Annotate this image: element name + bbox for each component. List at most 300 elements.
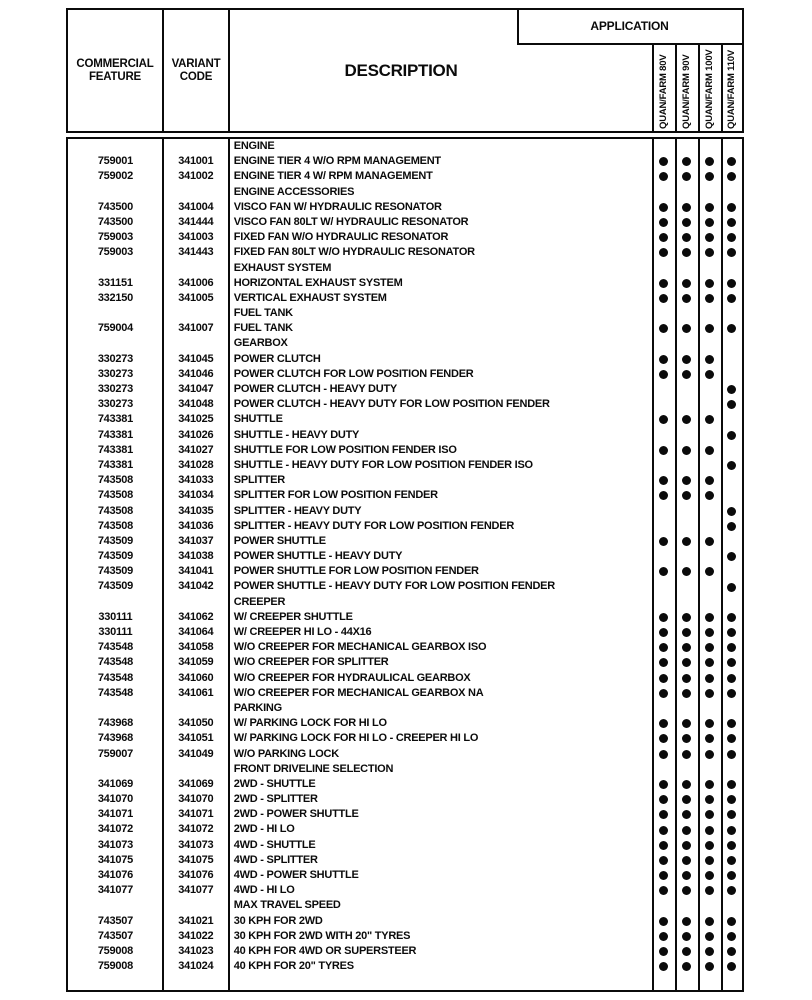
applicability-dot	[705, 886, 714, 895]
variant-code-cell: 341036	[178, 519, 214, 532]
applicability-dot	[659, 917, 668, 926]
applicability-dot	[705, 233, 714, 242]
applicability-dot	[659, 537, 668, 546]
applicability-dot	[659, 324, 668, 333]
application-dot-cell	[698, 795, 721, 804]
application-dot-cell	[698, 355, 721, 364]
applicability-dot	[727, 157, 736, 166]
table-row	[68, 853, 742, 868]
application-dot-cell	[675, 567, 698, 576]
table-row	[68, 625, 742, 640]
variant-code-cell: 341073	[178, 838, 214, 851]
applicability-dot	[682, 780, 691, 789]
applicability-dot	[705, 734, 714, 743]
variant-code-cell: 341034	[178, 489, 214, 502]
applicability-dot	[659, 355, 668, 364]
application-dot-cell	[652, 279, 675, 288]
application-dot-cell	[721, 324, 742, 333]
application-dot-cell	[721, 962, 742, 971]
application-dot-cell	[675, 476, 698, 485]
application-dot-cell	[721, 780, 742, 789]
application-dot-cell	[698, 947, 721, 956]
application-dot-cell	[652, 294, 675, 303]
variant-code-header: VARIANT CODE	[171, 57, 221, 83]
commercial-feature-cell: 743548	[97, 671, 134, 684]
commercial-feature-cell: 330273	[97, 383, 134, 395]
application-dot-cell	[698, 248, 721, 257]
commercial-feature-cell: 743968	[97, 717, 134, 730]
applicability-dot	[727, 522, 736, 531]
table-body	[66, 137, 744, 992]
applicability-dot	[727, 826, 736, 835]
applicability-dot	[705, 537, 714, 546]
applicability-dot	[659, 826, 668, 835]
applicability-dot	[659, 172, 668, 181]
table-row	[68, 200, 742, 215]
description-cell: EXHAUST SYSTEM	[233, 261, 332, 274]
applicability-dot	[682, 947, 691, 956]
applicability-dot	[659, 279, 668, 288]
application-dot-cell	[652, 157, 675, 166]
variant-code-cell: 341061	[178, 686, 214, 699]
applicability-dot	[727, 461, 736, 470]
application-dot-cell	[721, 643, 742, 652]
applicability-dot	[727, 810, 736, 819]
table-row	[68, 595, 742, 610]
description-cell: POWER SHUTTLE	[233, 534, 326, 547]
applicability-dot	[705, 567, 714, 576]
variant-code-cell: 341045	[178, 352, 214, 365]
application-dot-cell	[675, 719, 698, 728]
application-dot-cell	[698, 932, 721, 941]
application-dot-cell	[721, 628, 742, 637]
table-row	[68, 397, 742, 412]
application-dot-cell	[721, 750, 742, 759]
description-cell: 4WD - HI LO	[233, 884, 295, 897]
commercial-feature-cell: 743508	[97, 474, 134, 487]
application-dot-cell	[675, 734, 698, 743]
applicability-dot	[705, 476, 714, 485]
description-cell: FRONT DRIVELINE SELECTION	[233, 762, 394, 775]
commercial-feature-cell: 341073	[97, 838, 134, 851]
applicability-dot	[682, 370, 691, 379]
applicability-dot	[682, 795, 691, 804]
commercial-feature-cell: 341072	[97, 823, 134, 836]
application-dot-cell	[675, 947, 698, 956]
applicability-dot	[705, 658, 714, 667]
applicability-dot	[682, 172, 691, 181]
applicability-dot	[705, 294, 714, 303]
application-dot-cell	[675, 613, 698, 622]
application-dot-cell	[698, 233, 721, 242]
applicability-dot	[705, 157, 714, 166]
applicability-dot	[727, 583, 736, 592]
applicability-dot	[682, 537, 691, 546]
application-dot-cell	[698, 826, 721, 835]
application-dot-cell	[698, 294, 721, 303]
table-row	[68, 230, 742, 245]
commercial-feature-cell: 330273	[97, 352, 134, 365]
application-dot-cell	[721, 917, 742, 926]
description-cell: VISCO FAN 80LT W/ HYDRAULIC RESONATOR	[233, 215, 469, 228]
applicability-dot	[659, 947, 668, 956]
application-dot-cell	[675, 932, 698, 941]
applicability-dot	[659, 658, 668, 667]
variant-code-cell: 341026	[178, 428, 214, 441]
applicability-dot	[659, 294, 668, 303]
commercial-feature-cell: 743381	[97, 458, 134, 471]
variant-code-cell: 341051	[178, 732, 214, 745]
commercial-feature-cell: 743508	[97, 519, 134, 532]
application-dot-cell	[698, 643, 721, 652]
applicability-dot	[705, 446, 714, 455]
applicability-dot	[659, 157, 668, 166]
description-cell: W/O PARKING LOCK	[233, 747, 339, 760]
applicability-dot	[682, 491, 691, 500]
application-dot-cell	[675, 203, 698, 212]
applicability-dot	[705, 218, 714, 227]
applicability-dot	[659, 719, 668, 728]
description-cell: SHUTTLE FOR LOW POSITION FENDER ISO	[233, 443, 457, 456]
description-cell: GEARBOX	[233, 337, 288, 350]
applicability-dot	[682, 841, 691, 850]
variant-code-cell: 341023	[178, 944, 214, 957]
applicability-dot	[705, 962, 714, 971]
description-cell: PARKING	[233, 701, 282, 714]
application-dot-cell	[652, 719, 675, 728]
application-dot-cell	[698, 780, 721, 789]
application-dot-cell	[652, 917, 675, 926]
table-body-rows	[68, 139, 742, 974]
applicability-dot	[727, 385, 736, 394]
commercial-feature-cell: 759008	[97, 944, 134, 957]
application-dot-cell	[698, 658, 721, 667]
variant-code-cell: 341002	[178, 170, 214, 183]
application-dot-cell	[675, 415, 698, 424]
applicability-dot	[682, 810, 691, 819]
application-dot-cell	[721, 734, 742, 743]
commercial-feature-cell: 759001	[97, 155, 134, 168]
applicability-dot	[682, 324, 691, 333]
application-dot-cell	[721, 157, 742, 166]
application-dot-cell	[721, 218, 742, 227]
table-row	[68, 473, 742, 488]
applicability-dot	[682, 689, 691, 698]
commercial-feature-cell: 759008	[97, 960, 134, 973]
table-row	[68, 701, 742, 716]
commercial-feature-cell: 743381	[97, 428, 134, 441]
variant-code-cell: 341038	[178, 550, 214, 563]
commercial-feature-cell: 743507	[97, 929, 134, 942]
variant-code-cell: 341059	[178, 656, 214, 669]
applicability-dot	[659, 567, 668, 576]
application-dot-cell	[652, 415, 675, 424]
variant-code-cell: 341005	[178, 291, 214, 304]
description-cell: 40 KPH FOR 4WD OR SUPERSTEER	[233, 944, 417, 957]
variant-code-cell: 341070	[178, 793, 214, 806]
application-dot-cell	[698, 613, 721, 622]
application-dot-cell	[652, 248, 675, 257]
applicability-dot	[682, 446, 691, 455]
description-cell: W/O CREEPER FOR MECHANICAL GEARBOX NA	[233, 686, 484, 699]
description-cell: POWER CLUTCH - HEAVY DUTY FOR LOW POSITION FENDER	[233, 398, 550, 411]
description-cell: W/O CREEPER FOR MECHANICAL GEARBOX ISO	[233, 641, 487, 654]
applicability-dot	[727, 279, 736, 288]
application-dot-cell	[675, 871, 698, 880]
applicability-dot	[727, 674, 736, 683]
application-column-label: QUAN/FARM 90V	[681, 54, 692, 129]
description-cell: SHUTTLE - HEAVY DUTY FOR LOW POSITION FENDER ISO	[233, 458, 533, 471]
application-dot-cell	[675, 248, 698, 257]
commercial-feature-cell: 341077	[97, 884, 134, 897]
applicability-dot	[705, 324, 714, 333]
table-row	[68, 458, 742, 473]
variant-code-cell: 341058	[178, 641, 214, 654]
applicability-dot	[705, 415, 714, 424]
applicability-dot	[705, 947, 714, 956]
description-cell: W/O CREEPER FOR HYDRAULICAL GEARBOX	[233, 671, 471, 684]
application-dot-cell	[652, 871, 675, 880]
application-dot-cell	[698, 370, 721, 379]
applicability-dot	[659, 689, 668, 698]
application-column-label: QUAN/FARM 110V	[726, 49, 737, 129]
application-column-label: QUAN/FARM 100V	[704, 49, 715, 129]
applicability-dot	[682, 248, 691, 257]
commercial-feature-cell: 330273	[97, 367, 134, 380]
application-header: APPLICATION	[590, 19, 669, 33]
application-dot-cell	[721, 871, 742, 880]
application-column-label: QUAN/FARM 80V	[658, 54, 669, 129]
application-dot-cell	[698, 157, 721, 166]
application-dot-cell	[652, 826, 675, 835]
application-dot-cell	[652, 628, 675, 637]
application-dot-cell	[675, 446, 698, 455]
description-cell: W/ CREEPER HI LO - 44X16	[233, 626, 372, 638]
commercial-feature-cell: 743548	[97, 686, 134, 699]
applicability-dot	[727, 203, 736, 212]
application-dot-cell	[721, 947, 742, 956]
applicability-dot	[727, 658, 736, 667]
application-dot-cell	[698, 674, 721, 683]
table-row	[68, 443, 742, 458]
applicability-dot	[682, 476, 691, 485]
application-dot-cell	[675, 355, 698, 364]
table-row	[68, 610, 742, 625]
commercial-feature-cell: 330111	[98, 610, 133, 623]
description-cell: W/ CREEPER SHUTTLE	[233, 610, 353, 623]
description-cell: VERTICAL EXHAUST SYSTEM	[233, 291, 387, 304]
applicability-dot	[727, 324, 736, 333]
description-cell: ENGINE	[233, 140, 275, 152]
applicability-dot	[705, 613, 714, 622]
applicability-dot	[727, 552, 736, 561]
table-row	[68, 883, 742, 898]
application-dot-cell	[652, 233, 675, 242]
applicability-dot	[727, 400, 736, 409]
applicability-dot	[705, 674, 714, 683]
application-dot-cell	[675, 674, 698, 683]
application-dot-cell	[675, 233, 698, 242]
applicability-dot	[659, 962, 668, 971]
commercial-feature-cell: 759003	[97, 231, 134, 244]
variant-code-cell: 341077	[178, 884, 214, 897]
table-row	[68, 504, 742, 519]
table-row	[68, 777, 742, 792]
variant-code-cell: 341047	[178, 383, 214, 395]
description-cell: SPLITTER - HEAVY DUTY	[233, 504, 362, 517]
application-dot-cell	[698, 446, 721, 455]
table-row	[68, 352, 742, 367]
commercial-feature-cell: 743381	[97, 443, 134, 456]
application-dot-cell	[698, 218, 721, 227]
commercial-feature-cell: 341069	[97, 777, 134, 790]
table-header	[66, 8, 744, 133]
applicability-dot	[659, 203, 668, 212]
applicability-dot	[682, 734, 691, 743]
table-row	[68, 382, 742, 397]
application-dot-cell	[652, 203, 675, 212]
application-dot-cell	[698, 279, 721, 288]
application-dot-cell	[652, 734, 675, 743]
commercial-feature-cell: 330111	[98, 626, 133, 638]
applicability-dot	[705, 172, 714, 181]
commercial-feature-cell: 759007	[97, 747, 134, 760]
applicability-dot	[727, 871, 736, 880]
applicability-dot	[682, 567, 691, 576]
description-cell: FIXED FAN W/O HYDRAULIC RESONATOR	[233, 231, 449, 244]
variant-code-cell: 341033	[178, 474, 214, 487]
table-row	[68, 154, 742, 169]
description-cell: FUEL TANK	[233, 307, 293, 320]
applicability-dot	[727, 734, 736, 743]
applicability-dot	[727, 248, 736, 257]
application-dot-cell	[675, 886, 698, 895]
variant-code-cell: 341042	[178, 580, 214, 593]
applicability-dot	[682, 856, 691, 865]
application-dot-cell	[721, 886, 742, 895]
table-row	[68, 549, 742, 564]
application-dot-cell	[652, 537, 675, 546]
applicability-dot	[705, 810, 714, 819]
application-dot-cell	[675, 370, 698, 379]
applicability-dot	[659, 780, 668, 789]
application-column-header	[652, 45, 675, 131]
commercial-feature-cell: 743509	[97, 550, 134, 563]
application-dot-cell	[721, 719, 742, 728]
application-dot-cell	[721, 233, 742, 242]
applicability-dot	[659, 476, 668, 485]
variant-code-cell: 341046	[178, 367, 214, 380]
applicability-dot	[659, 643, 668, 652]
description-header: DESCRIPTION	[344, 61, 458, 80]
applicability-dot	[682, 233, 691, 242]
application-dot-cell	[721, 932, 742, 941]
description-cell: 4WD - POWER SHUTTLE	[233, 869, 359, 881]
variant-code-cell: 341041	[178, 565, 214, 578]
application-dot-cell	[675, 658, 698, 667]
variant-code-cell: 341050	[178, 717, 214, 730]
commercial-feature-cell: 759002	[97, 170, 134, 183]
variant-code-cell: 341035	[178, 504, 214, 517]
commercial-feature-cell: 759003	[97, 246, 134, 259]
application-column-header	[721, 45, 742, 131]
description-cell: POWER SHUTTLE - HEAVY DUTY FOR LOW POSITION FENDER	[233, 580, 555, 593]
table-row	[68, 245, 742, 260]
applicability-dot	[682, 218, 691, 227]
variant-code-cell: 341064	[178, 626, 214, 638]
application-dot-cell	[652, 218, 675, 227]
application-dot-cell	[698, 871, 721, 880]
applicability-dot	[659, 446, 668, 455]
applicability-dot	[682, 643, 691, 652]
applicability-dot	[659, 841, 668, 850]
description-cell: W/ PARKING LOCK FOR HI LO - CREEPER HI LO	[233, 732, 479, 745]
application-dot-cell	[675, 643, 698, 652]
application-dot-cell	[721, 400, 742, 409]
application-dot-cell	[721, 856, 742, 865]
applicability-dot	[659, 370, 668, 379]
variant-code-cell: 341076	[178, 869, 214, 881]
applicability-dot	[682, 886, 691, 895]
application-dot-cell	[721, 658, 742, 667]
application-dot-cell	[698, 567, 721, 576]
applicability-dot	[705, 279, 714, 288]
description-cell: POWER CLUTCH - HEAVY DUTY	[233, 383, 398, 395]
applicability-dot	[659, 810, 668, 819]
variant-code-cell: 341060	[178, 671, 214, 684]
variant-code-cell: 341069	[178, 777, 214, 790]
applicability-dot	[705, 355, 714, 364]
application-dot-cell	[698, 491, 721, 500]
applicability-dot	[705, 795, 714, 804]
commercial-feature-cell: 743968	[97, 732, 134, 745]
applicability-dot	[727, 932, 736, 941]
application-dot-cell	[675, 491, 698, 500]
application-dot-cell	[652, 370, 675, 379]
applicability-dot	[705, 750, 714, 759]
application-dot-cell	[721, 172, 742, 181]
application-dot-cell	[652, 476, 675, 485]
applicability-dot	[705, 871, 714, 880]
applicability-dot	[659, 613, 668, 622]
applicability-dot	[727, 218, 736, 227]
application-dot-cell	[721, 810, 742, 819]
applicability-dot	[727, 294, 736, 303]
applicability-dot	[727, 750, 736, 759]
applicability-dot	[682, 871, 691, 880]
application-dot-cell	[721, 795, 742, 804]
table-row	[68, 534, 742, 549]
table-row	[68, 261, 742, 276]
table-row	[68, 898, 742, 913]
commercial-feature-cell: 743509	[97, 580, 134, 593]
application-dot-cell	[721, 583, 742, 592]
table-row	[68, 139, 742, 154]
application-dot-cell	[721, 294, 742, 303]
commercial-feature-cell: 330273	[97, 398, 134, 411]
application-dot-cell	[652, 567, 675, 576]
table-row	[68, 929, 742, 944]
application-dot-cell	[675, 537, 698, 546]
application-dot-cell	[698, 856, 721, 865]
application-dot-cell	[652, 841, 675, 850]
application-dot-cell	[675, 157, 698, 166]
description-cell: POWER CLUTCH	[233, 352, 321, 365]
applicability-dot	[727, 947, 736, 956]
applicability-dot	[705, 856, 714, 865]
application-dot-cell	[675, 689, 698, 698]
variant-code-cell: 341071	[178, 808, 214, 821]
